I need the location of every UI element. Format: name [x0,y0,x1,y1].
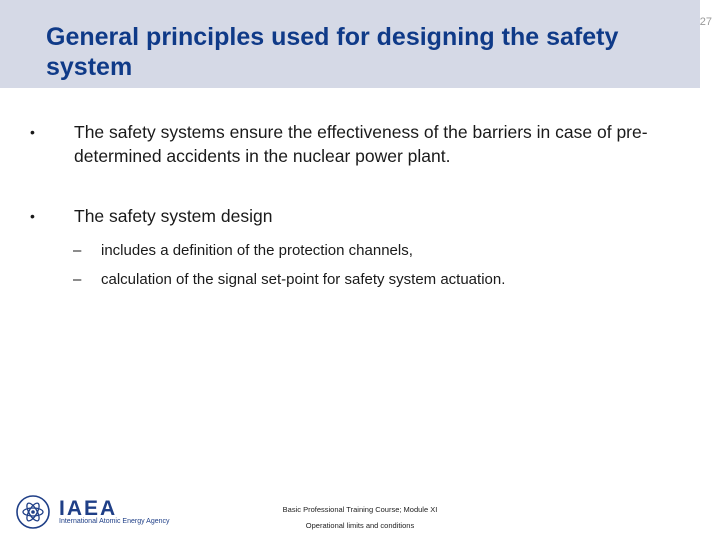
atom-emblem-icon [15,494,51,530]
dash-marker: – [73,271,82,288]
sub-bullet-item [28,270,688,290]
slide-title: General principles used for designing the safety system [46,23,619,81]
sub-bullet-item [28,241,688,261]
dash-marker: – [73,242,82,259]
logo-wordmark: IAEA [59,497,118,520]
sub-bullet-text: includes a definition of the protection channels, [101,242,413,259]
bullet-marker: • [30,208,35,224]
slide-content [28,120,688,290]
iaea-logo [15,494,175,530]
bullet-marker: • [30,124,35,140]
logo-subtitle: International Atomic Energy Agency [59,518,170,525]
bullet-text: The safety systems ensure the effectiveness of the barriers in case of pre-determined accidents in the nuclear power plant. [74,122,648,166]
bullet-item [28,120,688,168]
footer-line-1: Basic Professional Training Course; Module XI [282,505,438,514]
page-number: 27 [699,16,712,28]
footer-line-2: Operational limits and conditions [305,521,415,530]
bullet-text: The safety system design [74,206,273,226]
footer-course-info [270,502,450,534]
sub-bullet-text: calculation of the signal set-point for safety system actuation. [101,271,506,288]
bullet-item [28,204,688,228]
